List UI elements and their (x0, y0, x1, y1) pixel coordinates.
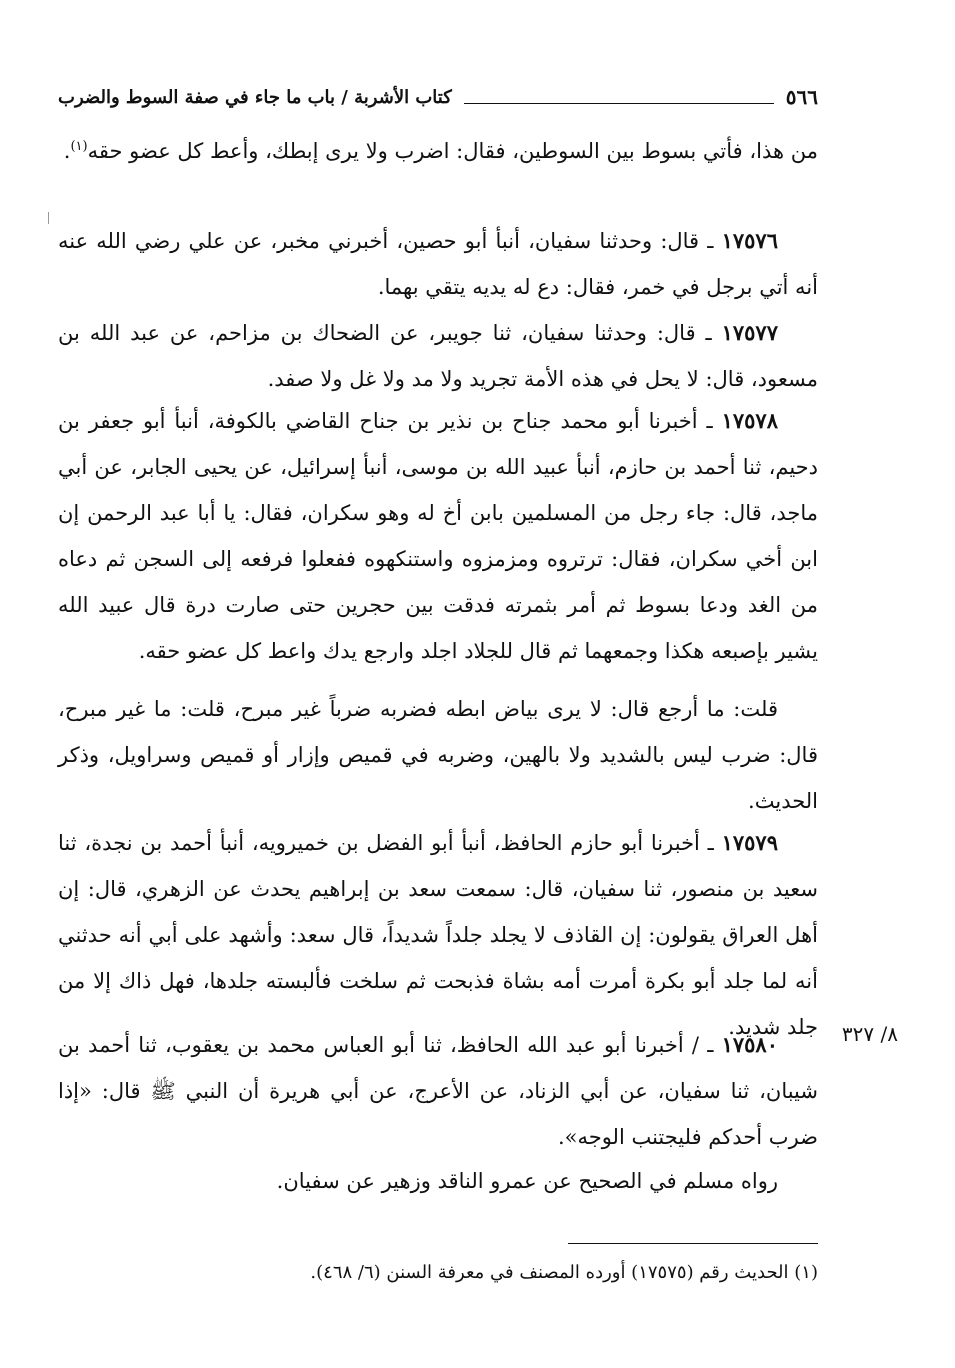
intro-end: . (63, 139, 71, 163)
page-number: ٥٦٦ (785, 85, 818, 109)
hadith-number: ١٧٥٨٠ (721, 1032, 778, 1057)
hadith-text: ـ / أخبرنا أبو عبد الله الحافظ، ثنا أبو العباس محمد بن يعقوب، ثنا أحمد بن شيبان، ثنا سفيان، عن أبي الزناد، عن الأعرج، عن أبي هريرة أن النبي ﷺ قال: «إذا ضرب أحدكم فليجتنب الوجه». (58, 1033, 818, 1149)
footnote-separator (568, 1243, 818, 1244)
intro-text: من هذا، فأتي بسوط بين السوطين، فقال: اضرب ولا يرى إبطك، وأعط كل عضو حقه (87, 139, 818, 163)
hadith-text: ـ أخبرنا أبو حازم الحافظ، أنبأ أبو الفضل بن خميرويه، أنبأ أحمد بن نجدة، ثنا سعيد بن منصور، ثنا سفيان، قال: سمعت سعد بن إبراهيم يحدث عن الزهري، قال: إن أهل العراق يقولون: إن القاذف لا يجلد جلداً شديداً، قال سعد: وأشهد على أبي أنه حدثني أنه لما جلد أبو بكرة أمرت أمه بشاة فذبحت ثم سلخت فألبسته جلدها، فهل ذاك إلا من جلد شديد. (58, 831, 818, 1039)
hadith-17579 (58, 820, 818, 1050)
scan-mark (48, 212, 49, 224)
hadith-number: ١٧٥٧٩ (721, 830, 778, 855)
hadith-17580 (58, 1022, 818, 1160)
hadith-17578 (58, 398, 818, 674)
running-title: كتاب الأشربة / باب ما جاء في صفة السوط والضرب (58, 86, 452, 108)
commentary-text: قلت: ما أرجع قال: لا يرى بياض ابطه فضربه ضرباً غير مبرح، قلت: ما غير مبرح، قال: ضرب ليس بالشديد ولا بالهين، وضربه في قميص وإزار أو قميص وسراويل، وذكر الحديث. (58, 697, 818, 813)
footnote: (١) الحديث رقم (١٧٥٧٥) أورده المصنف في معرفة السنن (٦/ ٤٦٨). (310, 1262, 818, 1283)
commentary-paragraph (58, 686, 818, 824)
hadith-text: ـ قال: وحدثنا سفيان، أنبأ أبو حصين، أخبرني مخبر، عن علي رضي الله عنه أنه أتي برجل في خمر، فقال: دع له يديه يتقي بهما. (58, 229, 818, 299)
hadith-number: ١٧٥٧٧ (721, 320, 778, 345)
hadith-text: ـ أخبرنا أبو محمد جناح بن نذير بن جناح القاضي بالكوفة، أنبأ أبو جعفر بن دحيم، ثنا أحمد بن حازم، أنبأ عبيد الله بن موسى، أنبأ إسرائيل، عن يحيى الجابر، عن أبي ماجد، قال: جاء رجل من المسلمين بابن أخ له وهو سكران، فقال: يا أبا عبد الرحمن إن ابن أخي سكران، فقال: ترتروه ومزمزوه واستنكهوه ففعلوا فرفعه إلى السجن ثم دعاه من الغد ودعا بسوط ثم أمر بثمرته فدقت بين حجرين حتى صارت درة قال عبيد الله يشير بإصبعه هكذا وجمعهما ثم قال للجلاد اجلد وارجع يدك واعط كل عضو حقه. (58, 409, 818, 663)
intro-paragraph (58, 128, 818, 174)
hadith-17576 (58, 218, 818, 310)
header-rule (464, 103, 774, 104)
hadith-number: ١٧٥٧٦ (721, 228, 778, 253)
margin-volume-page-reference: ٨/ ٣٢٧ (841, 1022, 898, 1046)
footnote-marker: (١) (70, 139, 88, 154)
page-header (58, 80, 818, 114)
hadith-text: ـ قال: وحدثنا سفيان، ثنا جويبر، عن الضحاك بن مزاحم، عن عبد الله بن مسعود، قال: لا يحل في هذه الأمة تجريد ولا مد ولا غل ولا صفد. (58, 321, 818, 391)
hadith-17577 (58, 310, 818, 402)
hadith-number: ١٧٥٧٨ (721, 408, 778, 433)
closing-note: رواه مسلم في الصحيح عن عمرو الناقد وزهير عن سفيان. (276, 1169, 778, 1193)
